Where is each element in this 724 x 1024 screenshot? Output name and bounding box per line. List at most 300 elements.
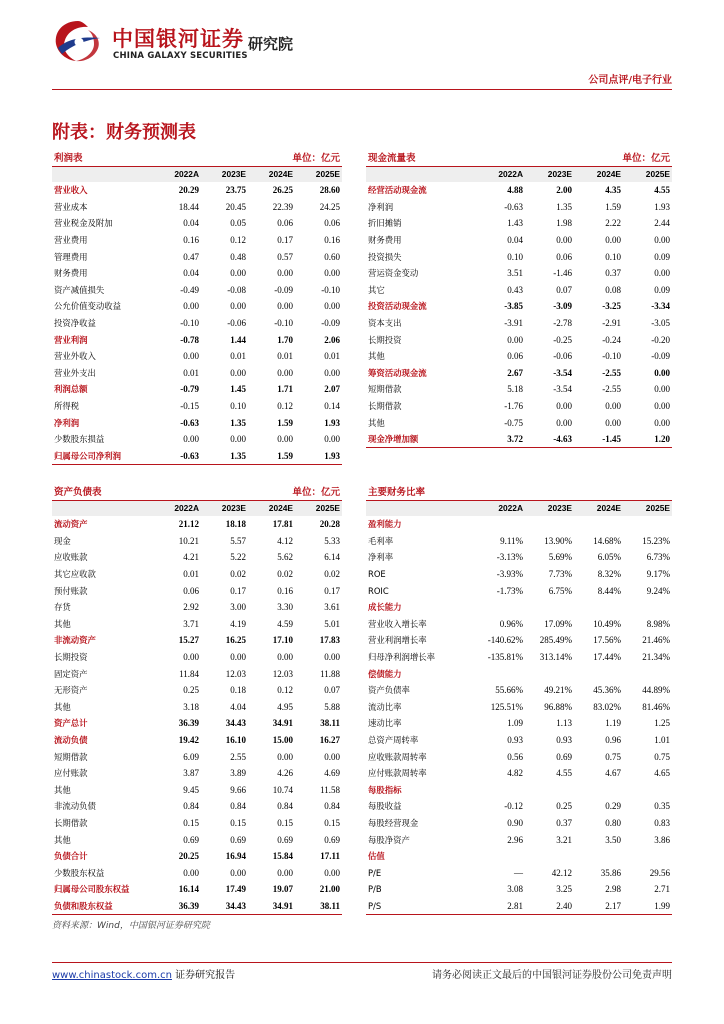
row-label: 毛利率 [368,535,394,546]
table-row [366,566,672,583]
value-cell: 0.01 [230,351,246,362]
table-row [366,182,672,199]
value-cell: 2.40 [525,898,574,915]
table-row [52,414,342,431]
value-cell: 0.12 [277,685,293,696]
value-cell: 5.22 [230,552,246,563]
value-cell: 17.49 [225,884,246,895]
value-cell: 17.09% [544,618,572,629]
value-cell: 0.69 [556,751,572,762]
value-cell: 0.12 [277,401,293,412]
row-label: 现金净增加额 [366,431,476,448]
table-row [52,765,342,782]
value-cell: -0.09 [274,284,293,295]
row-label: 资本支出 [368,318,402,329]
value-cell: 0.48 [230,251,246,262]
value-cell: 1.93 [324,417,341,428]
table-title: 资产负债表 [52,482,154,500]
table-row [52,381,342,398]
value-cell: 8.44% [597,585,621,596]
value-cell: -3.91 [504,318,523,329]
value-cell: 36.39 [154,898,201,915]
value-cell: 5.88 [324,701,341,712]
value-cell: 4.67 [605,768,621,779]
value-cell: 0.96 [605,735,621,746]
table-row [52,265,342,282]
row-label: 资产负债率 [368,685,410,696]
table-row [366,649,672,666]
value-cell: 2.92 [183,602,199,613]
value-cell: 10.74 [272,784,293,795]
value-cell: 5.57 [230,535,246,546]
value-cell [574,599,623,616]
row-label: 每股指标 [368,784,402,795]
value-cell: 4.82 [507,768,523,779]
value-cell: 0.04 [507,235,523,246]
value-cell: 0.56 [507,751,523,762]
value-cell: -3.93% [496,569,523,580]
year-header: 2022A [154,500,201,516]
value-cell: 0.16 [277,585,293,596]
value-cell: -0.12 [504,801,523,812]
row-label: 负债和股东权益 [52,898,154,915]
value-cell: 0.00 [230,367,246,378]
table-row [52,566,342,583]
value-cell: 0.00 [183,301,199,312]
row-label: 固定资产 [54,668,88,679]
row-label: 其它应收款 [54,569,96,580]
row-label: 流动负债 [54,735,88,746]
value-cell: 0.00 [324,434,341,445]
value-cell [574,516,623,533]
value-cell [525,665,574,682]
value-cell: -0.09 [651,351,671,362]
website-link[interactable]: www.chinastock.com.cn [52,970,172,981]
value-cell: -0.10 [602,351,621,362]
table-row [52,665,342,682]
value-cell: 1.09 [507,718,523,729]
value-cell: — [514,867,523,878]
value-cell: 0.00 [230,867,246,878]
table-row [52,182,342,199]
value-cell: 1.93 [295,448,342,465]
table-row [366,682,672,699]
row-label: 每股经营现金 [368,817,419,828]
value-cell: 7.73% [548,569,572,580]
value-cell: 0.75 [654,751,670,762]
value-cell: -1.73% [496,585,523,596]
value-cell: 35.86 [600,867,621,878]
value-cell [476,665,525,682]
row-label: 营业费用 [54,235,88,246]
value-cell: 24.25 [319,201,341,212]
brand-name-en: CHINA GALAXY SECURITIES [113,51,248,61]
table-row [52,398,342,415]
value-cell: 0.00 [230,652,246,663]
value-cell: 17.81 [272,519,293,530]
value-cell: 0.09 [654,251,671,262]
value-cell [574,782,623,799]
row-label: 偿债能力 [368,668,402,679]
table-row [366,898,672,915]
value-cell: 17.44% [593,652,621,663]
value-cell: 17.10 [272,635,293,646]
brand-name-cn: 中国银河证券 [112,27,244,51]
value-cell: 0.15 [183,817,199,828]
value-cell: 0.00 [277,268,293,279]
value-cell: 15.00 [272,735,293,746]
value-cell: 21.00 [319,884,341,895]
value-cell: -2.91 [602,318,621,329]
value-cell: 0.69 [230,834,246,845]
table-row [366,748,672,765]
value-cell: 0.16 [183,235,199,246]
value-cell: 0.00 [183,867,199,878]
row-label: 营业收入增长率 [368,618,427,629]
row-label: 估值 [368,851,385,862]
value-cell: 21.46% [642,635,670,646]
value-cell: 5.01 [324,618,341,629]
value-cell: -0.09 [321,318,341,329]
value-cell: 2.06 [324,334,341,345]
table-row [52,782,342,799]
value-cell: 14.68% [593,535,621,546]
income-statement-table [52,148,342,465]
value-cell: 0.00 [277,652,293,663]
value-cell: 38.11 [320,718,341,729]
table-title: 利润表 [52,148,154,166]
value-cell: 28.60 [319,185,341,196]
row-label: 少数股东权益 [54,867,105,878]
value-cell: -0.10 [180,318,199,329]
table-row [52,898,342,915]
value-cell: 0.16 [324,235,341,246]
value-cell: 0.10 [507,251,523,262]
row-label: 长期投资 [54,652,88,663]
row-label: 公允价值变动收益 [54,301,121,312]
table-row [366,315,672,332]
table-row [52,632,342,649]
value-cell: 4.65 [654,768,670,779]
value-cell [623,599,672,616]
table-row [366,765,672,782]
value-cell: 0.69 [183,834,199,845]
value-cell: 0.18 [230,685,246,696]
value-cell: -1.46 [553,268,572,279]
value-cell: 0.08 [605,284,621,295]
value-cell: 0.37 [556,817,572,828]
value-cell: 0.29 [605,801,621,812]
value-cell: 16.94 [225,851,246,862]
value-cell: 2.71 [654,884,670,895]
table-title: 现金流量表 [366,148,476,166]
value-cell: 0.00 [230,434,246,445]
value-cell: 0.00 [654,268,671,279]
value-cell: 17.83 [319,635,341,646]
value-cell: 0.57 [277,251,293,262]
value-cell: -0.06 [553,351,572,362]
value-cell: 1.98 [556,218,572,229]
value-cell: -0.15 [180,401,199,412]
table-row [366,331,672,348]
table-body [366,182,672,448]
table-row [366,864,672,881]
year-header: 2025E [623,500,672,516]
value-cell: 0.25 [556,801,572,812]
row-label: 净利润 [368,201,394,212]
row-label: 营业外收入 [54,351,96,362]
value-cell: 3.00 [230,602,246,613]
value-cell: 11.84 [179,668,199,679]
unit-label: 单位：亿元 [476,148,672,166]
value-cell: 0.25 [183,685,199,696]
table-row [366,881,672,898]
table-row [366,665,672,682]
value-cell: 0.07 [556,284,572,295]
value-cell: 0.00 [324,652,341,663]
value-cell: 2.81 [476,898,525,915]
value-cell: 4.95 [277,701,293,712]
value-cell: 4.19 [230,618,246,629]
table-row [52,831,342,848]
value-cell: 0.84 [324,801,341,812]
table-row [366,265,672,282]
value-cell: 0.00 [277,301,293,312]
value-cell: 0.02 [324,569,341,580]
value-cell: 19.42 [178,735,199,746]
row-label: 短期借款 [54,751,88,762]
value-cell: 1.43 [507,218,523,229]
table-row [52,516,342,533]
value-cell: 0.15 [277,817,293,828]
row-label: 总资产周转率 [368,735,419,746]
value-cell: 1.71 [277,384,293,395]
value-cell [525,848,574,865]
value-cell: 1.44 [230,334,246,345]
value-cell: 1.25 [654,718,670,729]
value-cell: 12.03 [272,668,293,679]
table-row [366,632,672,649]
value-cell: 3.18 [183,701,199,712]
table-row [366,782,672,799]
value-cell: 9.17% [646,569,670,580]
value-cell: 2.96 [507,834,523,845]
value-cell: 83.02% [593,701,621,712]
table-row [52,215,342,232]
value-cell: 0.06 [324,218,341,229]
table-row [52,748,342,765]
value-cell: 4.59 [277,618,293,629]
row-label: ROIC [368,585,389,596]
table-row [52,815,342,832]
table-row [52,732,342,749]
value-cell: 0.06 [556,251,572,262]
value-cell: 13.90% [544,535,572,546]
row-label: 流动资产 [54,519,88,530]
value-cell: 3.51 [507,268,523,279]
value-cell: 0.90 [507,817,523,828]
value-cell: 1.20 [623,431,672,448]
value-cell: 16.27 [319,735,341,746]
table-row [52,682,342,699]
value-cell: 1.01 [654,735,670,746]
value-cell: 2.00 [556,185,572,196]
value-cell: 5.33 [324,535,341,546]
value-cell: 1.35 [556,201,572,212]
table-row [366,533,672,550]
value-cell: 2.67 [507,367,523,378]
row-label: 速动比率 [368,718,402,729]
value-cell: 125.51% [490,701,523,712]
value-cell: -2.55 [602,384,621,395]
value-cell: 2.55 [230,751,246,762]
value-cell: 16.25 [225,635,246,646]
value-cell: -135.81% [487,652,523,663]
year-header: 2025E [623,166,672,182]
value-cell: 0.14 [324,401,341,412]
value-cell: 4.55 [654,185,671,196]
value-cell: 0.69 [277,834,293,845]
value-cell: 9.66 [230,784,246,795]
table-row [366,232,672,249]
value-cell: -3.13% [496,552,523,563]
value-cell: 4.04 [230,701,246,712]
row-label: 应收账款 [54,552,88,563]
table-row [52,649,342,666]
row-label: 营业成本 [54,201,88,212]
table-title: 主要财务比率 [366,482,672,500]
table-row [366,398,672,415]
row-label: 净利润 [54,417,80,428]
value-cell: 0.00 [654,417,671,428]
row-label: 预付账款 [54,585,88,596]
table-row [52,582,342,599]
table-body [366,516,672,914]
value-cell: -3.05 [651,318,671,329]
value-cell: 0.04 [183,268,199,279]
row-label: 应收账款周转率 [368,751,427,762]
value-cell: -0.25 [553,334,572,345]
value-cell: 0.00 [654,384,671,395]
value-cell: 17.11 [320,851,341,862]
value-cell: -0.20 [651,334,671,345]
value-cell: 20.28 [319,519,341,530]
value-cell: 9.11% [500,535,523,546]
value-cell: 3.61 [324,602,341,613]
value-cell: 12.03 [225,668,246,679]
unit-label: 单位：亿元 [154,482,342,500]
value-cell: 18.44 [178,201,199,212]
header-divider [52,89,672,90]
footer-label: 证券研究报告 [171,970,236,981]
value-cell: 81.46% [642,701,670,712]
year-header: 2022A [476,500,525,516]
row-label: 无形资产 [54,685,88,696]
value-cell: 3.21 [556,834,572,845]
value-cell: 6.73% [646,552,670,563]
row-label: 每股收益 [368,801,402,812]
table-row [366,732,672,749]
value-cell: 3.71 [183,618,199,629]
value-cell: -0.10 [321,284,341,295]
value-cell: 42.12 [551,867,572,878]
value-cell: 96.88% [544,701,572,712]
value-cell: 3.50 [605,834,621,845]
value-cell: -0.75 [504,417,523,428]
row-label: 长期借款 [368,401,402,412]
value-cell: 0.00 [556,235,572,246]
row-label: 其他 [368,417,385,428]
value-cell: 0.00 [605,235,621,246]
balance-sheet-table [52,482,342,915]
value-cell: 0.00 [654,367,671,378]
row-label: 少数股东损益 [54,434,105,445]
row-label: 短期借款 [368,384,402,395]
value-cell: 0.01 [183,367,199,378]
value-cell: 26.25 [272,185,293,196]
value-cell: 4.21 [183,552,199,563]
value-cell: -0.10 [274,318,293,329]
value-cell: 0.96% [499,618,523,629]
year-header: 2023E [201,166,248,182]
value-cell: 0.00 [183,652,199,663]
row-label: 营业税金及附加 [54,218,113,229]
year-header: 2022A [476,166,525,182]
value-cell: 4.26 [277,768,293,779]
table-row [366,516,672,533]
value-cell: 6.05% [597,552,621,563]
value-cell: 0.00 [324,367,341,378]
table-row [366,616,672,633]
value-cell: -2.55 [602,367,621,378]
row-label: 折旧摊销 [368,218,402,229]
disclaimer-note: 请务必阅读正文最后的中国银河证券股份公司免责声明 [432,970,672,981]
brand-department: 研究院 [248,35,294,53]
table-row [52,199,342,216]
year-header: 2024E [248,500,295,516]
report-header [52,18,672,70]
value-cell: 1.59 [248,448,295,465]
value-cell: -3.34 [651,301,671,312]
value-cell: 1.59 [605,201,621,212]
table-body [52,182,342,464]
value-cell [623,782,672,799]
value-cell: 0.01 [277,351,293,362]
year-header-row [366,166,672,182]
footer-divider [52,962,672,963]
value-cell: -3.54 [553,367,572,378]
page-title: 附表：财务预测表 [52,122,196,143]
value-cell: -0.24 [602,334,621,345]
table-row [366,599,672,616]
value-cell: 2.98 [605,884,621,895]
value-cell: -1.76 [504,401,523,412]
value-cell [574,665,623,682]
table-row [52,331,342,348]
value-cell: 5.69% [548,552,572,563]
value-cell: 0.06 [277,218,293,229]
table-row [52,798,342,815]
value-cell: 4.12 [277,535,293,546]
value-cell: 0.00 [324,867,341,878]
value-cell: -3.54 [553,384,572,395]
value-cell: 0.17 [324,585,341,596]
value-cell: 0.05 [230,218,246,229]
value-cell: 34.91 [272,718,293,729]
row-label: 应付账款 [54,768,88,779]
value-cell: -0.79 [180,384,199,395]
row-label: 盈利能力 [368,519,402,530]
